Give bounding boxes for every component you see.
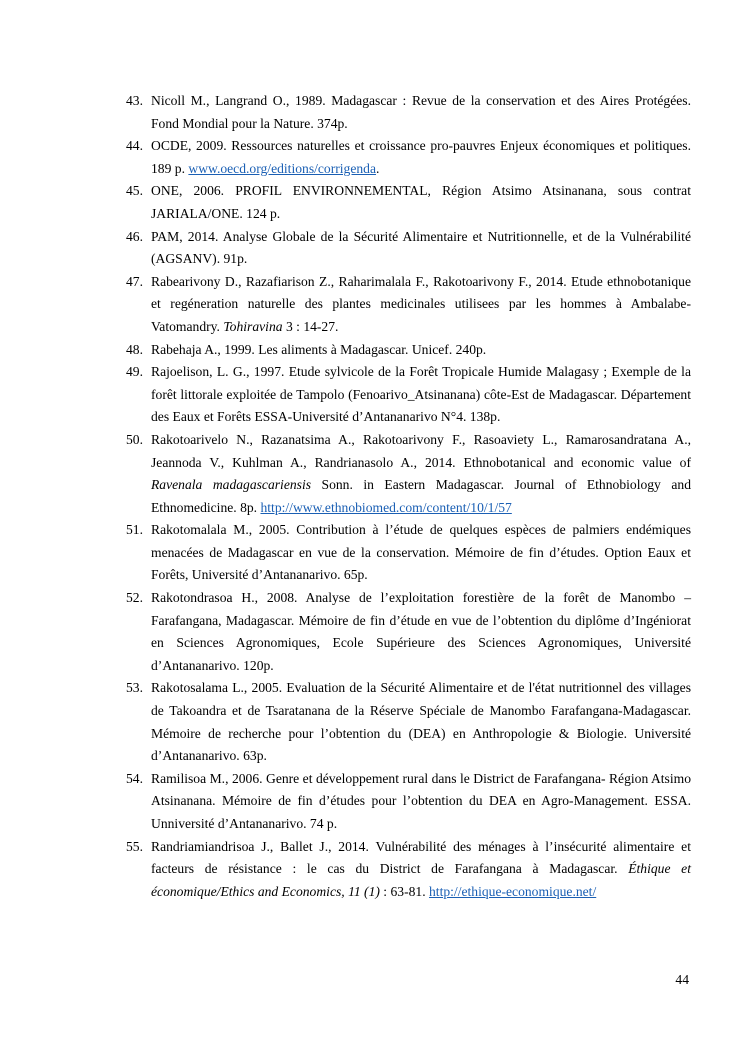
journal-title: Éthique et économique/Ethics and Economics, 11 (1) [151, 861, 691, 899]
reference-text: PAM, 2014. Analyse Globale de la Sécurité Alimentaire et Nutritionnelle, et de la Vulnérabilité (AGSANV). 91p. [151, 228, 691, 267]
reference-item [124, 90, 691, 135]
reference-item [124, 429, 691, 519]
reference-number: 53. [126, 680, 143, 696]
journal-title: Tohiravina [223, 318, 283, 334]
reference-text-mid: : 63-81. [379, 883, 429, 899]
reference-item [124, 339, 691, 362]
page-number: 44 [675, 972, 689, 987]
reference-text-end: . [376, 160, 380, 176]
reference-item [124, 768, 691, 836]
reference-item [124, 226, 691, 271]
reference-text: Nicoll M., Langrand O., 1989. Madagascar : Revue de la conservation et des Aires Protégées. Fond Mondial pour la Nature. 374p. [151, 93, 691, 131]
reference-text: OCDE, 2009. Ressources naturelles et croissance pro-pauvres Enjeux économiques et politiques. 189 p. [151, 138, 691, 176]
reference-item [124, 677, 691, 767]
reference-number: 47. [126, 273, 143, 289]
reference-link[interactable]: http://ethique-economique.net/ [429, 883, 597, 899]
reference-text-mid: Sonn. in Eastern Madagascar. Journal of Ethnobiology and Ethnomedicine. 8p. [151, 477, 691, 515]
reference-item [124, 587, 691, 677]
reference-item [124, 836, 691, 904]
reference-text-end: 3 : 14-27. [282, 318, 339, 334]
reference-item [124, 519, 691, 587]
reference-item [124, 271, 691, 339]
reference-item [124, 361, 691, 429]
reference-number: 50. [126, 431, 143, 447]
reference-text: Rabearivony D., Razafiarison Z., Raharimalala F., Rakotoarivony F., 2014. Etude ethnobotanique et regéneration naturelle des plantes medicinales utilisees par les hommes à Ambalabe-Vatomandry. [151, 273, 691, 334]
reference-number: 44. [126, 138, 143, 154]
reference-link[interactable]: www.oecd.org/editions/corrigenda [188, 160, 377, 176]
reference-text: Rabehaja A., 1999. Les aliments à Madagascar. Unicef. 240p. [151, 341, 487, 357]
reference-text: Rakotosalama L., 2005. Evaluation de la Sécurité Alimentaire et de l'état nutritionnel des villages de Takoandra et de Tsaratanana de la Réserve Spéciale de Manombo Farafangana-Madagascar. Mémoire de recherche pour l’obtention du (DEA) en Anthropologie & Biologie. Université d’Antananarivo. 63p. [151, 680, 691, 764]
reference-item [124, 135, 691, 180]
reference-list [124, 90, 691, 903]
reference-text: Rakotoarivelo N., Razanatsima A., Rakotoarivony F., Rasoaviety L., Ramarosandratana A., Jeannoda V., Kuhlman A., Randrianasolo A., 2014. Ethnobotanical and economic value of [151, 431, 691, 470]
reference-link[interactable]: http://www.ethnobiomed.com/content/10/1/57 [260, 499, 512, 515]
reference-number: 55. [126, 838, 143, 854]
reference-text: Rakotomalala M., 2005. Contribution à l’étude de quelques espèces de palmiers endémiques menacées de Madagascar en vue de la conservation. Mémoire de fin d’études. Option Eaux et Forêts, Université d’Antananarivo. 65p. [151, 522, 691, 583]
reference-number: 49. [126, 364, 143, 380]
reference-text: ONE, 2006. PROFIL ENVIRONNEMENTAL, Région Atsimo Atsinanana, sous contrat JARIALA/ONE. 124 p. [151, 183, 691, 221]
reference-number: 48. [126, 341, 143, 357]
reference-number: 54. [126, 770, 143, 786]
reference-number: 43. [126, 93, 143, 108]
reference-number: 46. [126, 228, 143, 244]
species-name: Ravenala madagascariensis [151, 477, 312, 493]
reference-number: 52. [126, 590, 143, 606]
reference-text: Ramilisoa M., 2006. Genre et développement rural dans le District de Farafangana- Région Atsimo Atsinanana. Mémoire de fin d’études pour l’obtention du DEA en Agro-Management. ESSA. Unniversité d’Antananarivo. 74 p. [151, 770, 691, 831]
reference-text: Rakotondrasoa H., 2008. Analyse de l’exploitation forestière de la forêt de Manombo – Farafangana, Madagascar. Mémoire de fin d’étude en vue de l’obtention du diplôme d’Ingéniorat en Sciences Agronomiques, Ecole Supérieure des Sciences Agronomiques, Université d’Antananarivo. 120p. [151, 590, 691, 673]
reference-number: 45. [126, 183, 143, 199]
reference-text: Randriamiandrisoa J., Ballet J., 2014. Vulnérabilité des ménages à l’insécurité alimentaire et facteurs de résistance : le cas du District de Farafangana à Madagascar. [151, 838, 691, 877]
reference-number: 51. [126, 522, 143, 538]
reference-text: Rajoelison, L. G., 1997. Etude sylvicole de la Forêt Tropicale Humide Malagasy ; Exemple de la forêt littorale exploitée de Tampolo (Fenoarivo_Atsinanana) côte-Est de Madagascar. Département des Eaux et Forêts ESSA-Université d’Antananarivo N°4. 138p. [151, 364, 691, 425]
reference-item [124, 180, 691, 225]
